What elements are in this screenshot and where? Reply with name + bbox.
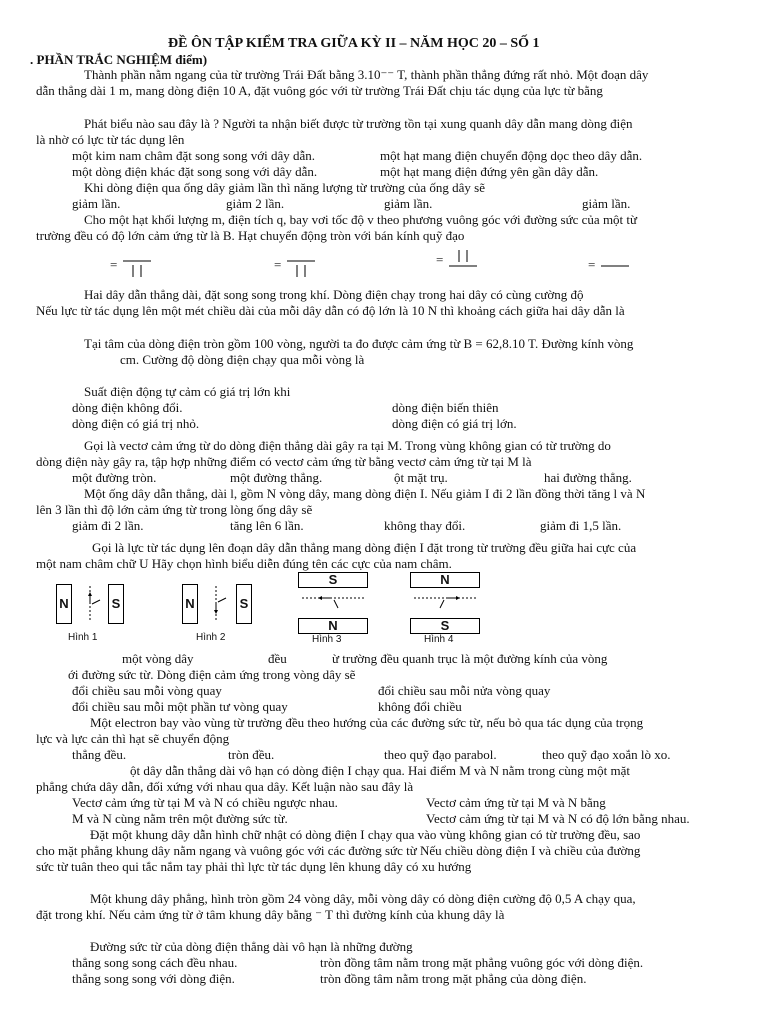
option-b: một đường thẳng. xyxy=(230,470,323,485)
text-line: Nếu lực từ tác dụng lên một mét chiều dài của mỗi dây dẫn có độ lớn là 10 N thì khoảng cách giữa hai dây dẫn là xyxy=(36,303,625,318)
option-d: tròn đồng tâm nằm trong mặt phẳng của dòng điện. xyxy=(320,971,587,986)
option-a: giảm đi 2 lần. xyxy=(72,518,144,533)
figure-caption: Hình 3 xyxy=(312,634,342,645)
text-line: dòng điện này gây ra, tập hợp những điểm có vectơ cảm ứng từ bằng vectơ cảm ứng từ tại M là xyxy=(36,454,532,469)
option-b: tròn đồng tâm nằm trong mặt phẳng vuông góc với dòng điện. xyxy=(320,955,644,970)
option-b: đổi chiều sau mỗi nửa vòng quay xyxy=(378,683,551,698)
option-a: đổi chiều sau mỗi vòng quay xyxy=(72,683,222,698)
text-line: Một khung dây phẳng, hình tròn gồm 24 vòng dây, mỗi vòng dây có dòng điện cường độ 0,5 A chạy qua, xyxy=(90,891,636,906)
option-d: dòng điện có giá trị lớn. xyxy=(392,416,517,431)
option-c: dòng điện có giá trị nhỏ. xyxy=(72,416,200,431)
option-b: dòng điện biến thiên xyxy=(392,400,499,415)
text-line: sức từ tuân theo qui tắc nắm tay phải thì lực từ tác dụng lên khung dây có xu hướng xyxy=(36,859,472,874)
figure-caption: Hình 2 xyxy=(196,632,226,643)
magnet-pole-n: N xyxy=(182,584,198,624)
text-line: Một electron bay vào vùng từ trường đều theo hướng của các đường sức từ, nếu bỏ qua tác dụng của trọng xyxy=(90,715,644,730)
option-b: một hạt mang điện chuyển động dọc theo dây dẫn. xyxy=(380,148,643,163)
option-a: một đường tròn. xyxy=(72,470,157,485)
option-b: tròn đều. xyxy=(228,747,275,762)
text-line: đặt trong khí. Nếu cảm ứng từ ở tâm khung dây bằng ⁻ T thì đường kính của khung dây là xyxy=(36,907,505,922)
text-line: ừ trường đều quanh trục là một đường kính của vòng xyxy=(332,651,608,666)
magnet-pole-s: S xyxy=(298,572,368,588)
fraction-bar xyxy=(447,248,479,274)
text-line: Khi dòng điện qua ống dây giảm lần thì năng lượng từ trường của ống dây sẽ xyxy=(84,180,485,195)
text-line: Đặt một khung dây dẫn hình chữ nhật có dòng điện I chạy qua vào vùng không gian có từ trường đều, sao xyxy=(90,827,641,842)
option-a: thẳng đều. xyxy=(72,747,127,762)
option-a: thẳng song song cách đều nhau. xyxy=(72,955,238,970)
wire-force-diagram xyxy=(410,588,480,616)
fraction-bar xyxy=(599,261,631,271)
text-line: cm. Cường độ dòng điện chạy qua mỗi vòng là xyxy=(120,352,365,367)
text-line: một vòng dây xyxy=(122,651,194,666)
option-d: hai đường thẳng. xyxy=(544,470,632,485)
option-c: thẳng song song với dòng điện. xyxy=(72,971,235,986)
option-b: tăng lên 6 lần. xyxy=(230,518,304,533)
equals-sign: = xyxy=(588,257,596,272)
section-heading: . PHẦN TRẮC NGHIỆM điểm) xyxy=(30,52,208,67)
text-line: Suất điện động tự cảm có giá trị lớn khi xyxy=(84,384,291,399)
text-line: Tại tâm của dòng điện tròn gồm 100 vòng, người ta đo được cảm ứng từ B = 62,8.10 T. Đường kính vòng xyxy=(84,336,634,351)
option-c: đổi chiều sau mỗi một phần tư vòng quay xyxy=(72,699,288,714)
text-line: Một ống dây dẫn thẳng, dài l, gồm N vòng dây, mang dòng điện I. Nếu giảm I đi 2 lần đồng thời tăng l và N xyxy=(84,486,646,501)
text-line: là nhờ có lực từ tác dụng lên xyxy=(36,132,185,147)
magnet-pole-n: N xyxy=(410,572,480,588)
option-d: giảm đi 1,5 lần. xyxy=(540,518,622,533)
text-line: trường đều có độ lớn cảm ứng từ là B. Hạt chuyển động tròn với bán kính quỹ đạo xyxy=(36,228,465,243)
magnet-pole-s: S xyxy=(108,584,124,624)
magnet-pole-n: N xyxy=(298,618,368,634)
magnet-pole-n: N xyxy=(56,584,72,624)
text-line: dẫn thẳng dài 1 m, mang dòng điện 10 A, đặt vuông góc với từ trường Trái Đất chịu tác dụng của lực từ bằng xyxy=(36,83,603,98)
text-line: Hai dây dẫn thẳng dài, đặt song song trong khí. Dòng điện chạy trong hai dây có cùng cường độ xyxy=(84,287,584,302)
equals-sign: = xyxy=(110,256,118,272)
text-line: ới đường sức từ. Dòng điện cảm ứng trong vòng dây sẽ xyxy=(68,667,356,682)
formula-c xyxy=(436,248,479,274)
option-a: Vectơ cảm ứng từ tại M và N có chiều ngược nhau. xyxy=(72,795,338,810)
option-c: không thay đổi. xyxy=(384,518,466,533)
fraction-bar xyxy=(285,253,317,279)
formula-a xyxy=(110,253,153,279)
equals-sign: = xyxy=(436,251,444,267)
option-a: giảm lần. xyxy=(72,196,121,211)
fraction-bar xyxy=(121,253,153,279)
text-line: Phát biểu nào sau đây là ? Người ta nhận biết được từ trường tồn tại xung quanh dây dẫn mang dòng điện xyxy=(84,116,633,131)
option-c: theo quỹ đạo parabol. xyxy=(384,747,497,762)
wire-force-diagram xyxy=(72,584,108,622)
magnet-pole-s: S xyxy=(410,618,480,634)
option-a: dòng điện không đổi. xyxy=(72,400,183,415)
text-line: lên 3 lần thì độ lớn cảm ứng từ trong lòng ống dây sẽ xyxy=(36,502,313,517)
text-line: đều xyxy=(268,651,287,666)
option-c: giảm lần. xyxy=(384,196,433,211)
text-line: cho mặt phẳng khung dây nằm ngang và vuông góc với các đường sức từ Nếu chiều dòng điện I và chiều của đường xyxy=(36,843,641,858)
option-d: không đổi chiều xyxy=(378,699,462,714)
option-c: một dòng điện khác đặt song song với dây dẫn. xyxy=(72,164,318,179)
text-line: Gọi là lực từ tác dụng lên đoạn dây dẫn thẳng mang dòng điện I đặt trong từ trường đều giữa hai cực của xyxy=(92,540,637,555)
text-line: Cho một hạt khối lượng m, điện tích q, bay vơi tốc độ v theo phương vuông góc với đường sức của một từ xyxy=(84,212,638,227)
text-line: một nam châm chữ U Hãy chọn hình biểu diễn đúng tên các cực của nam châm. xyxy=(36,556,452,571)
option-b: giảm 2 lần. xyxy=(226,196,285,211)
exam-title: ĐỀ ÔN TẬP KIỂM TRA GIỮA KỲ II – NĂM HỌC 20 – SỐ 1 xyxy=(168,36,540,51)
wire-force-diagram xyxy=(298,588,368,616)
text-line: Đường sức từ của dòng điện thẳng dài vô hạn là những đường xyxy=(90,939,413,954)
equals-sign: = xyxy=(274,256,282,272)
option-a: một kim nam châm đặt song song với dây dẫn. xyxy=(72,148,316,163)
magnet-pole-s: S xyxy=(236,584,252,624)
formula-d xyxy=(588,257,631,273)
text-line: phẳng chứa dây dẫn, đối xứng với nhau qua dây. Kết luận nào sau đây là xyxy=(36,779,414,794)
option-c: M và N cùng nằm trên một đường sức từ. xyxy=(72,811,288,826)
figure-caption: Hình 4 xyxy=(424,634,454,645)
option-c: ột mặt trụ. xyxy=(394,470,448,485)
text-line: Thành phần nằm ngang của từ trường Trái Đất bằng 3.10⁻⁻ T, thành phần thẳng đứng rất nhỏ. Một đoạn dây xyxy=(84,67,649,82)
option-d: Vectơ cảm ứng từ tại M và N có độ lớn bằng nhau. xyxy=(426,811,690,826)
text-line: ột dây dẫn thẳng dài vô hạn có dòng điện I chạy qua. Hai điểm M và N nằm trong cùng một mặt xyxy=(130,763,631,778)
figure-caption: Hình 1 xyxy=(68,632,98,643)
text-line: Gọi là vectơ cảm ứng từ do dòng điện thẳng dài gây ra tại M. Trong vùng không gian có từ trường do xyxy=(84,438,611,453)
formula-b xyxy=(274,253,317,279)
option-b: Vectơ cảm ứng từ tại M và N bằng xyxy=(426,795,606,810)
wire-force-diagram xyxy=(198,584,234,622)
option-d: một hạt mang điện đứng yên gần dây dẫn. xyxy=(380,164,599,179)
option-d: theo quỹ đạo xoắn lò xo. xyxy=(542,747,671,762)
text-line: lực và lực cản thì hạt sẽ chuyển động xyxy=(36,731,230,746)
option-d: giảm lần. xyxy=(582,196,631,211)
